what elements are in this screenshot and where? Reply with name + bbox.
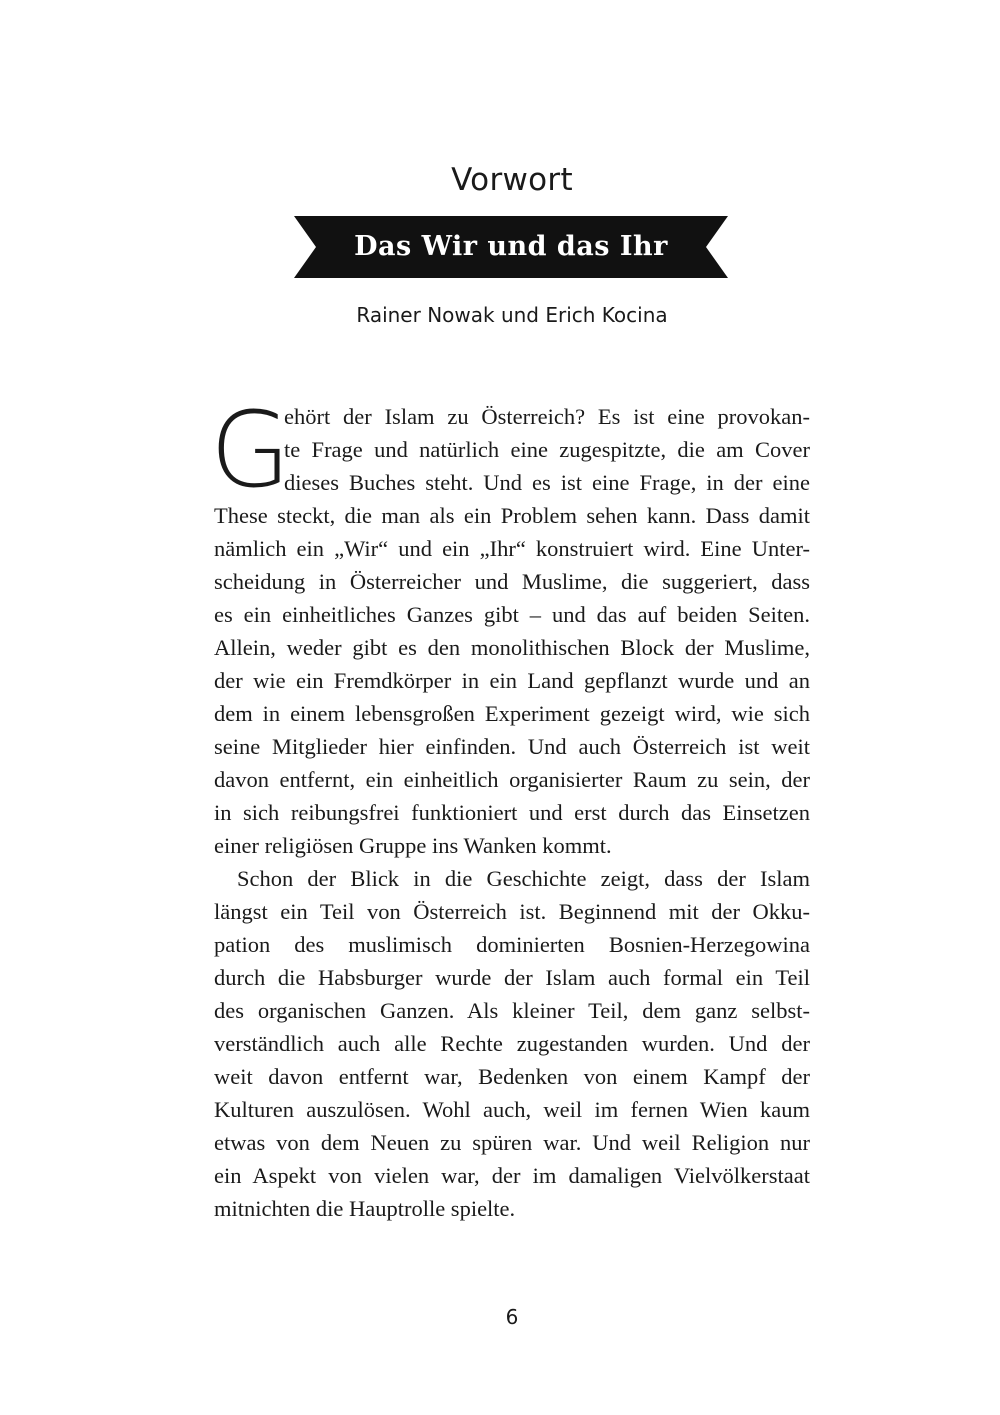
paragraph-2 (214, 862, 810, 1225)
text-line: des organischen Ganzen. Als kleiner Teil, dem ganz selbst- (214, 998, 810, 1023)
page-number: 6 (505, 1305, 519, 1329)
text-line: dieses Buches steht. Und es ist eine Frage, in der eine (284, 470, 810, 495)
text-line: Kulturen auszulösen. Wohl auch, weil im fernen Wien kaum (214, 1097, 810, 1122)
text-line: es ein einheitliches Ganzes gibt – und das auf beiden Seiten. (214, 602, 810, 627)
section-label: Vorwort (451, 162, 573, 198)
text-line: dem in einem lebensgroßen Experiment gezeigt wird, wie sich (214, 701, 810, 726)
drop-cap: G (210, 389, 291, 511)
text-line: These steckt, die man als ein Problem sehen kann. Dass damit (214, 503, 810, 528)
text-line: einer religiösen Gruppe ins Wanken kommt. (214, 833, 612, 858)
text-line: durch die Habsburger wurde der Islam auch formal ein Teil (214, 965, 810, 990)
body-text (210, 389, 810, 1225)
text-line: in sich reibungsfrei funktioniert und erst durch das Einsetzen (214, 800, 810, 825)
text-line: scheidung in Österreicher und Muslime, die suggeriert, dass (214, 569, 810, 594)
text-line: ein Aspekt von vielen war, der im damaligen Vielvölkerstaat (214, 1163, 810, 1188)
text-line: weit davon entfernt war, Bedenken von einem Kampf der (214, 1064, 810, 1089)
text-line: etwas von dem Neuen zu spüren war. Und weil Religion nur (214, 1130, 810, 1155)
text-line: te Frage und natürlich eine zugespitzte, die am Cover (284, 437, 810, 462)
text-line: der wie ein Fremdkörper in ein Land gepflanzt wurde und an (214, 668, 810, 693)
text-line: Allein, weder gibt es den monolithischen Block der Muslime, (214, 635, 810, 660)
text-line: ehört der Islam zu Österreich? Es ist eine provokan- (284, 404, 810, 429)
text-line: mitnichten die Hauptrolle spielte. (214, 1196, 516, 1221)
text-line: davon entfernt, ein einheitlich organisierter Raum zu sein, der (214, 767, 810, 792)
chapter-authors: Rainer Nowak und Erich Kocina (356, 303, 668, 327)
chapter-title-banner (294, 216, 728, 278)
text-line: pation des muslimisch dominierten Bosnien-Herzegowina (214, 932, 810, 957)
text-line: längst ein Teil von Österreich ist. Beginnend mit der Okku- (214, 899, 810, 924)
paragraph-1 (214, 400, 810, 862)
text-line: verständlich auch alle Rechte zugestanden wurden. Und der (214, 1031, 810, 1056)
text-line: seine Mitglieder hier einfinden. Und auch Österreich ist weit (214, 734, 810, 759)
chapter-title: Das Wir und das Ihr (354, 231, 668, 262)
text-line: Schon der Blick in die Geschichte zeigt, dass der Islam (237, 866, 810, 891)
text-line: nämlich ein „Wir“ und ein „Ihr“ konstruiert wird. Eine Unter- (214, 536, 810, 561)
